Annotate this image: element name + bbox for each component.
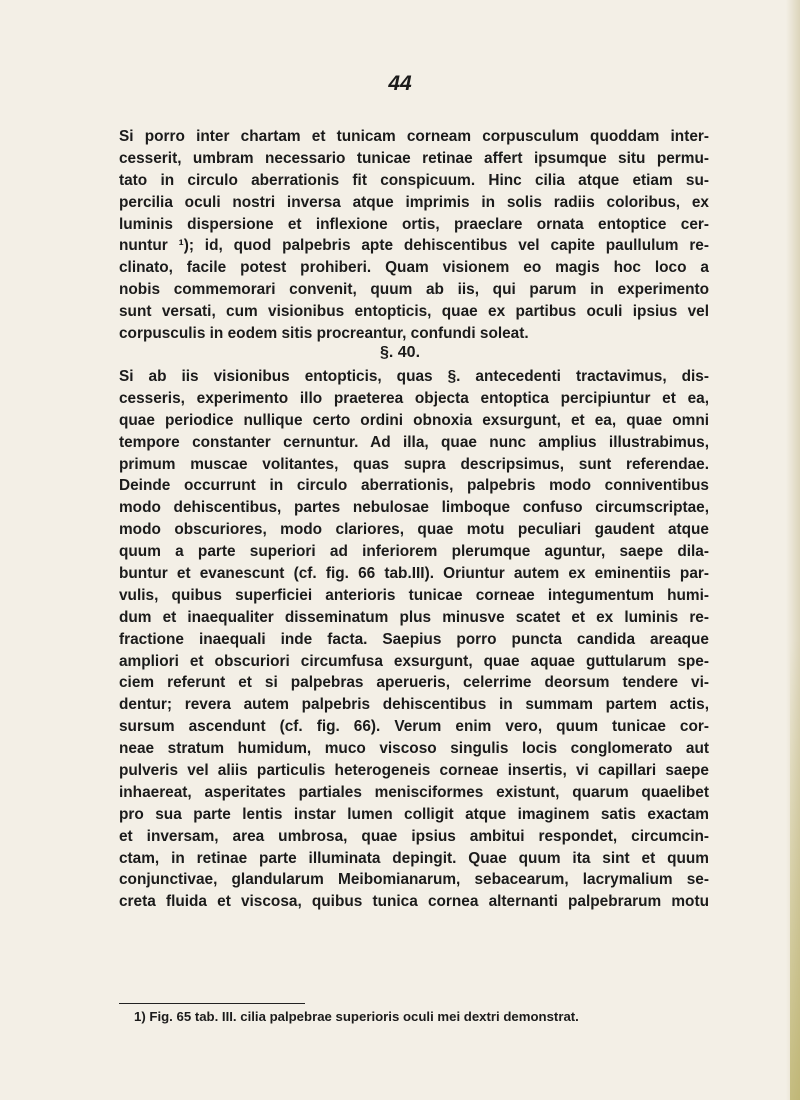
text-line: sunt versati, cum visionibus entopticis, quae ex partibus oculi ipsius vel [119,303,709,321]
text-line: et inversam, area umbrosa, quae ipsius ambitui respondet, circumcin- [119,827,709,845]
text-line: clinato, facile potest prohiberi. Quam visionem eo magis hoc loco a [119,259,709,277]
text-line: Si porro inter chartam et tunicam corneam corpusculum quoddam inter- [119,128,709,145]
text-line: quum a parte superiori ad inferiorem plerumque aguntur, saepe dila- [119,543,709,561]
text-line: vulis, quibus superficiei anterioris tunicae corneae integumentum humi- [119,586,709,604]
text-line: inhaereat, asperitates partiales menisciformes existunt, quarum quaelibet [119,783,709,801]
footnote-divider [119,1003,305,1004]
text-line: Si ab iis visionibus entopticis, quas §. antecedenti tractavimus, dis- [119,368,709,385]
text-line: primum muscae volitantes, quas supra descripsimus, sunt referendae. [119,455,709,473]
footnote: 1) Fig. 65 tab. III. cilia palpebrae superioris oculi mei dextri demonstrat. [134,1009,579,1024]
text-line: tato in circulo aberrationis fit conspicuum. Hinc cilia atque etiam su- [119,171,709,189]
text-line: conjunctivae, glandularum Meibomianarum, sebacearum, lacrymalium se- [119,871,709,889]
text-line: nobis commemorari convenit, quum ab iis, qui parum in experimento [119,281,709,299]
text-line: nuntur ¹); id, quod palpebris apte dehiscentibus vel capite paullulum re- [119,237,709,255]
text-line: Deinde occurrunt in circulo aberrationis, palpebris modo conniventibus [119,477,709,495]
page-number: 44 [388,72,412,95]
text-line: dentur; revera autem palpebris dehiscentibus in summam partem actis, [119,696,709,714]
text-line: ctam, in retinae parte illuminata depingit. Quae quum ita sint et quum [119,849,709,867]
text-line: modo obscuriores, modo clariores, quae motu peculiari gaudent atque [119,521,709,539]
text-line: luminis dispersione et inflexione ortis, praeclare ornata entoptice cer- [119,215,709,233]
text-line: creta fluida et viscosa, quibus tunica cornea alternanti palpebrarum motu [119,893,709,911]
text-line: percilia oculi nostri inversa atque imprimis in solis radiis coloribus, ex [119,193,709,211]
text-line: tempore constanter cernuntur. Ad illa, quae nunc amplius illustrabimus, [119,433,709,451]
text-line: neae stratum humidum, muco viscoso singulis locis conglomerato aut [119,740,709,758]
text-line: fractione inaequali inde facta. Saepius porro puncta candida areaque [119,630,709,648]
text-line: buntur et evanescunt (cf. fig. 66 tab.III). Oriuntur autem ex eminentiis par- [119,565,709,583]
text-line: pro sua parte lentis instar lumen colligit atque imaginem satis exactam [119,805,709,823]
text-line: corpusculis in eodem sitis procreantur, confundi soleat. [119,325,529,343]
text-line: sursum ascendunt (cf. fig. 66). Verum enim vero, quum tunicae cor- [119,718,709,736]
text-line: pulveris vel aliis particulis heterogeneis corneae insertis, vi capillari saepe [119,762,709,780]
paragraph-1 [119,126,709,345]
paragraph-2 [119,366,709,913]
text-line: modo dehiscentibus, partes nebulosae limboque confuso circumscriptae, [119,499,709,517]
section-heading: §. 40. [379,344,421,361]
text-line: dum et inaequaliter disseminatum plus minusve scatet et ex luminis re- [119,608,709,626]
text-line: cesserit, umbram necessario tunicae retinae affert ipsumque situ permu- [119,149,709,167]
text-line: quae periodice nullique certo ordini obnoxia exsurgunt, et ea, quae omni [119,411,709,429]
text-line: cesseris, experimento illo praeterea objecta entoptica percipiuntur et ea, [119,389,709,407]
text-line: ampliori et obscuriori circumfusa exsurgunt, quae aquae guttularum spe- [119,652,709,670]
page-edge-stain [790,640,800,1100]
text-line: ciem referunt et si palpebras aperueris, celerrime deorsum tendere vi- [119,674,709,692]
